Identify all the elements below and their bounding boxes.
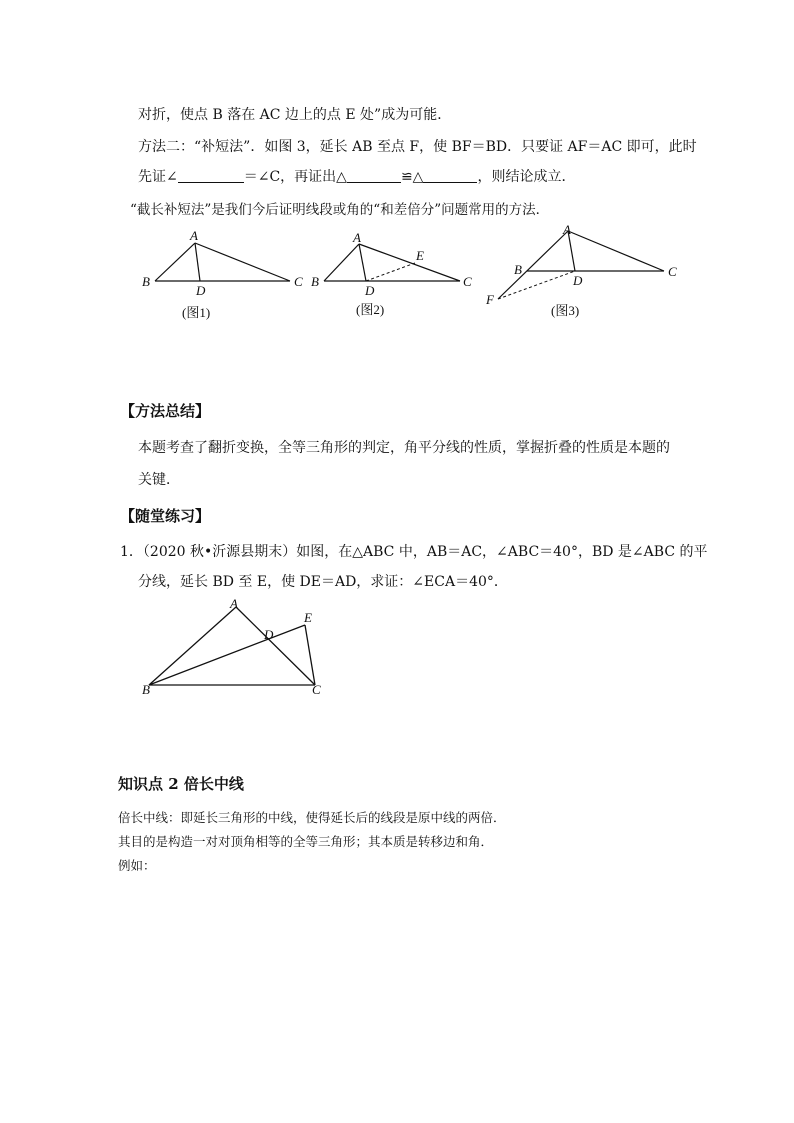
fig2-caption: (图2) bbox=[356, 302, 385, 317]
fig3-label-b: B bbox=[514, 262, 522, 277]
intro-line-3-c: ≌△ bbox=[400, 169, 424, 185]
practice-label-c: C bbox=[312, 682, 321, 697]
practice-q1-line-1: 1．（2020 秋•沂源县期末）如图，在△ABC 中，AB＝AC，∠ABC＝40°，BD 是∠ABC 的平 bbox=[120, 544, 708, 560]
practice-label-d: D bbox=[264, 627, 274, 642]
practice-heading: 【随堂练习】 bbox=[120, 507, 211, 525]
fig3-label-f: F bbox=[486, 292, 494, 307]
figure-3 bbox=[485, 222, 677, 318]
fig1-caption: (图1) bbox=[182, 305, 211, 320]
intro-line-3-b: ＝∠C，再证出△ bbox=[243, 169, 347, 185]
practice-label-b: B bbox=[142, 682, 150, 697]
summary-text-2: 关键． bbox=[138, 472, 180, 488]
summary-heading: 【方法总结】 bbox=[120, 402, 211, 420]
fig2-label-a: A bbox=[353, 230, 361, 245]
kp2-line-1: 倍长中线：即延长三角形的中线，使得延长后的线段是原中线的两倍． bbox=[118, 810, 506, 825]
kp2-heading: 知识点 2 倍长中线 bbox=[118, 775, 244, 793]
fig2-label-b: B bbox=[311, 274, 319, 289]
fig2-label-d: D bbox=[365, 283, 375, 298]
answer-blank-3[interactable] bbox=[423, 168, 477, 183]
intro-line-3-a: 先证∠ bbox=[138, 169, 178, 185]
fig1-label-c: C bbox=[294, 274, 303, 289]
practice-label-e: E bbox=[304, 610, 312, 625]
fig3-label-d: D bbox=[573, 273, 583, 288]
kp2-line-3: 例如： bbox=[118, 858, 156, 873]
fig3-caption: (图3) bbox=[551, 303, 580, 318]
figure-1 bbox=[142, 228, 303, 320]
fig1-label-d: D bbox=[196, 283, 206, 298]
figure-2 bbox=[311, 230, 472, 317]
intro-line-3-d: ，则结论成立． bbox=[477, 169, 576, 185]
figures-1-3 bbox=[0, 220, 794, 330]
fig3-label-a: A bbox=[563, 222, 571, 237]
intro-line-3 bbox=[138, 166, 575, 186]
fig2-label-e: E bbox=[416, 248, 424, 263]
summary-text-1: 本题考查了翻折变换，全等三角形的判定，角平分线的性质，掌握折叠的性质是本题的 bbox=[138, 440, 670, 456]
fig1-label-a: A bbox=[190, 228, 198, 243]
practice-figure bbox=[130, 592, 350, 707]
fig3-label-c: C bbox=[668, 264, 677, 279]
fig1-label-b: B bbox=[142, 274, 150, 289]
intro-line-4: “截长补短法”是我们今后证明线段或角的“和差倍分”问题常用的方法． bbox=[130, 202, 550, 218]
practice-label-a: A bbox=[230, 596, 238, 611]
intro-line-2: 方法二：“补短法”．如图 3，延长 AB 至点 F，使 BF＝BD．只要证 AF＝AC 即可，此时 bbox=[138, 139, 697, 155]
answer-blank-1[interactable] bbox=[178, 168, 244, 183]
practice-q1-line-2: 分线，延长 BD 至 E，使 DE＝AD，求证：∠ECA＝40°． bbox=[138, 574, 508, 590]
answer-blank-2[interactable] bbox=[347, 168, 401, 183]
intro-line-1: 对折，使点 B 落在 AC 边上的点 E 处”成为可能． bbox=[138, 107, 452, 123]
fig2-label-c: C bbox=[463, 274, 472, 289]
kp2-line-2: 其目的是构造一对对顶角相等的全等三角形；其本质是转移边和角． bbox=[118, 834, 494, 849]
